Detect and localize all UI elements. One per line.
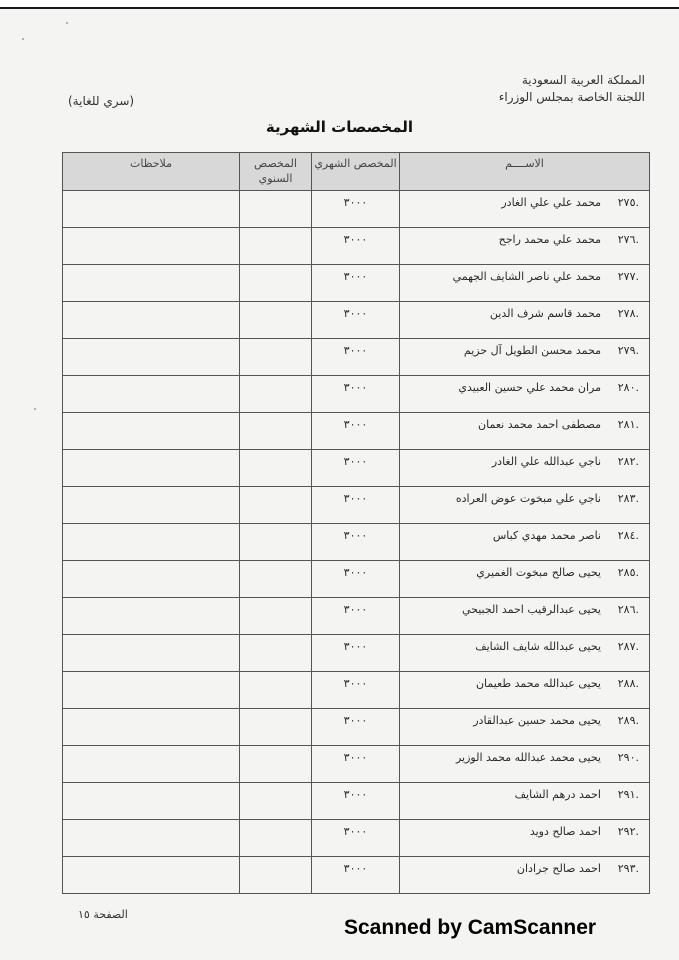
row-number: .٢٨٠ [617, 381, 639, 394]
name-cell [400, 450, 650, 487]
table-row [63, 191, 650, 228]
name-cell [400, 746, 650, 783]
row-number: .٢٧٦ [617, 233, 639, 246]
notes-cell [63, 672, 240, 709]
notes-cell [63, 524, 240, 561]
name-cell [400, 635, 650, 672]
row-number: .٢٩٠ [617, 751, 639, 764]
annual-allowance [240, 450, 312, 487]
table-row [63, 709, 650, 746]
column-header-name: الاســــم [400, 153, 650, 191]
name-cell [400, 857, 650, 894]
person-name: محمد قاسم شرف الدين [489, 307, 601, 320]
annual-allowance [240, 820, 312, 857]
monthly-allowance: ٣٠٠٠ [312, 265, 400, 302]
table-row [63, 635, 650, 672]
table-row [63, 746, 650, 783]
scan-speck [66, 22, 68, 24]
person-name: مصطفى احمد محمد نعمان [478, 418, 601, 431]
annual-allowance [240, 746, 312, 783]
notes-cell [63, 339, 240, 376]
row-number: .٢٨٤ [617, 529, 639, 542]
row-number: .٢٨٩ [617, 714, 639, 727]
person-name: احمد صالح جرادان [516, 862, 601, 875]
row-number: .٢٩١ [617, 788, 639, 801]
monthly-allowance: ٣٠٠٠ [312, 228, 400, 265]
name-cell [400, 191, 650, 228]
notes-cell [63, 746, 240, 783]
notes-cell [63, 450, 240, 487]
monthly-allowance: ٣٠٠٠ [312, 820, 400, 857]
camscanner-watermark: Scanned by CamScanner [344, 916, 597, 939]
row-number: .٢٨١ [617, 418, 639, 431]
name-cell [400, 820, 650, 857]
monthly-allowance: ٣٠٠٠ [312, 302, 400, 339]
person-name: احمد صالح دويد [529, 825, 601, 838]
table-row [63, 450, 650, 487]
table-row [63, 376, 650, 413]
org-line-1: المملكة العربية السعودية [521, 73, 645, 87]
monthly-allowance: ٣٠٠٠ [312, 376, 400, 413]
annual-allowance [240, 302, 312, 339]
annual-allowance [240, 265, 312, 302]
scan-speck [22, 38, 24, 40]
person-name: يحيى محمد عبدالله محمد الوزير [455, 751, 601, 764]
name-cell [400, 672, 650, 709]
notes-cell [63, 598, 240, 635]
organization-header [499, 72, 645, 106]
table-row [63, 820, 650, 857]
notes-cell [63, 635, 240, 672]
name-cell [400, 487, 650, 524]
table-row [63, 672, 650, 709]
row-number: .٢٧٥ [617, 196, 639, 209]
annual-allowance [240, 487, 312, 524]
page-number: الصفحة ١٥ [78, 908, 128, 921]
monthly-allowance: ٣٠٠٠ [312, 598, 400, 635]
person-name: محمد علي محمد راجح [498, 233, 601, 246]
row-number: .٢٨٦ [617, 603, 639, 616]
row-number: .٢٨٧ [617, 640, 639, 653]
row-number: .٢٧٩ [617, 344, 639, 357]
person-name: احمد درهم الشايف [514, 788, 601, 801]
row-number: .٢٨٨ [617, 677, 639, 690]
person-name: ناصر محمد مهدي كباس [492, 529, 601, 542]
row-number: .٢٩٣ [617, 862, 639, 875]
person-name: ناجي علي مبخوت عوض العراده [455, 492, 601, 505]
table-row [63, 413, 650, 450]
notes-cell [63, 228, 240, 265]
column-header-annual: المخصص السنوي [240, 153, 312, 191]
annual-allowance [240, 339, 312, 376]
column-header-notes: ملاحظات [63, 153, 240, 191]
table-body [63, 191, 650, 894]
monthly-allowance: ٣٠٠٠ [312, 635, 400, 672]
table-row [63, 228, 650, 265]
monthly-allowance: ٣٠٠٠ [312, 561, 400, 598]
annual-allowance [240, 598, 312, 635]
name-cell [400, 709, 650, 746]
name-cell [400, 561, 650, 598]
name-cell [400, 376, 650, 413]
person-name: يحيى صالح مبخوت الغميري [476, 566, 601, 579]
classification-label: (سري للغاية) [68, 94, 135, 108]
monthly-allowance: ٣٠٠٠ [312, 339, 400, 376]
monthly-allowance: ٣٠٠٠ [312, 746, 400, 783]
person-name: محمد محسن الطويل آل حزيم [463, 344, 601, 357]
table-row [63, 598, 650, 635]
org-line-2: اللجنة الخاصة بمجلس الوزراء [498, 90, 645, 104]
notes-cell [63, 413, 240, 450]
monthly-allowance: ٣٠٠٠ [312, 857, 400, 894]
monthly-allowance: ٣٠٠٠ [312, 524, 400, 561]
name-cell [400, 413, 650, 450]
row-number: .٢٨٢ [617, 455, 639, 468]
monthly-allowance: ٣٠٠٠ [312, 487, 400, 524]
row-number: .٢٩٢ [617, 825, 639, 838]
annual-allowance [240, 191, 312, 228]
table-row [63, 524, 650, 561]
row-number: .٢٨٣ [617, 492, 639, 505]
annual-allowance [240, 376, 312, 413]
name-cell [400, 598, 650, 635]
table-row [63, 857, 650, 894]
person-name: يحيى عبدالرقيب احمد الجبيحي [461, 603, 601, 616]
notes-cell [63, 191, 240, 228]
annual-allowance [240, 413, 312, 450]
monthly-allowance: ٣٠٠٠ [312, 191, 400, 228]
person-name: يحيى عبدالله شايف الشايف [475, 640, 601, 653]
table-header-row [63, 153, 650, 191]
table-row [63, 265, 650, 302]
column-header-monthly: المخصص الشهري [312, 153, 400, 191]
annual-allowance [240, 561, 312, 598]
annual-allowance [240, 228, 312, 265]
monthly-allowance: ٣٠٠٠ [312, 709, 400, 746]
notes-cell [63, 857, 240, 894]
notes-cell [63, 561, 240, 598]
table-row [63, 561, 650, 598]
annual-allowance [240, 524, 312, 561]
row-number: .٢٧٨ [617, 307, 639, 320]
table-row [63, 783, 650, 820]
name-cell [400, 302, 650, 339]
notes-cell [63, 820, 240, 857]
name-cell [400, 524, 650, 561]
name-cell [400, 228, 650, 265]
annual-allowance [240, 635, 312, 672]
person-name: يحيى عبدالله محمد طعيمان [475, 677, 601, 690]
notes-cell [63, 709, 240, 746]
table-row [63, 339, 650, 376]
table-row [63, 302, 650, 339]
person-name: ناجي عبدالله علي الغادر [491, 455, 601, 468]
notes-cell [63, 487, 240, 524]
annual-allowance [240, 709, 312, 746]
monthly-allowance: ٣٠٠٠ [312, 413, 400, 450]
name-cell [400, 339, 650, 376]
scan-top-border [0, 0, 679, 9]
row-number: .٢٧٧ [617, 270, 639, 283]
annual-allowance [240, 672, 312, 709]
document-title: المخصصات الشهرية [265, 118, 414, 136]
allowances-table [62, 152, 650, 894]
monthly-allowance: ٣٠٠٠ [312, 783, 400, 820]
notes-cell [63, 265, 240, 302]
person-name: مران محمد علي حسين العبيدي [458, 381, 601, 394]
person-name: محمد علي ناصر الشايف الجهمي [452, 270, 601, 283]
scan-speck [34, 408, 36, 410]
notes-cell [63, 783, 240, 820]
table-row [63, 487, 650, 524]
monthly-allowance: ٣٠٠٠ [312, 450, 400, 487]
notes-cell [63, 302, 240, 339]
annual-allowance [240, 857, 312, 894]
row-number: .٢٨٥ [617, 566, 639, 579]
annual-allowance [240, 783, 312, 820]
person-name: محمد علي علي الغادر [501, 196, 601, 209]
person-name: يحيى محمد حسين عبدالقادر [473, 714, 601, 727]
name-cell [400, 783, 650, 820]
monthly-allowance: ٣٠٠٠ [312, 672, 400, 709]
name-cell [400, 265, 650, 302]
notes-cell [63, 376, 240, 413]
